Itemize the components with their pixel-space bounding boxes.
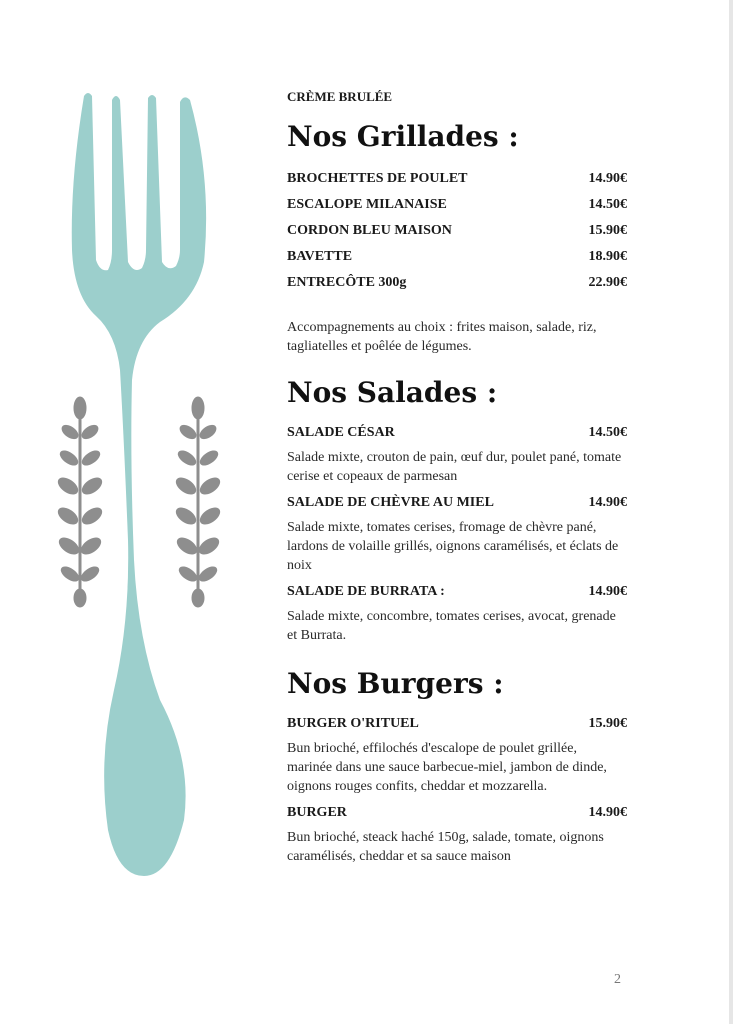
- item-name: ENTRECÔTE 300g: [287, 275, 407, 290]
- item-name: SALADE CÉSAR: [287, 425, 395, 440]
- item-price: 14.90€: [588, 584, 627, 599]
- item-price: 14.50€: [588, 197, 627, 212]
- page-number: 2: [614, 972, 621, 987]
- item-price: 22.90€: [588, 275, 627, 290]
- item-price: 14.90€: [588, 171, 627, 186]
- section-grillades: [287, 118, 627, 356]
- item-price: 14.50€: [588, 425, 627, 440]
- item-price: 14.90€: [588, 495, 627, 510]
- accompaniments-note: Accompagnements au choix : frites maison, salade, riz, tagliatelles et poêlée de légumes.: [287, 320, 597, 354]
- item-price: 18.90€: [588, 249, 627, 264]
- section-title: Nos Grillades :: [287, 120, 519, 153]
- menu-item: [287, 218, 627, 244]
- item-description: Salade mixte, tomates cerises, fromage de chèvre pané, lardons de volaille grillés, oignons caramélisés, et éclats de noix: [287, 520, 619, 573]
- item-description: Salade mixte, crouton de pain, œuf dur, poulet pané, tomate cerise et copeaux de parmesan: [287, 450, 622, 484]
- menu-item: [287, 581, 627, 603]
- menu-item: [287, 166, 627, 192]
- page-edge: [729, 0, 733, 1024]
- item-description: Bun brioché, steack haché 150g, salade, tomate, oignons caramélisés, cheddar et sa sauce maison: [287, 830, 604, 864]
- menu-item: [287, 192, 627, 218]
- intro-item: CRÈME BRULÉE: [287, 89, 393, 104]
- leaf-branch-icon: [174, 397, 223, 607]
- item-name: BURGER O'RITUEL: [287, 716, 419, 731]
- item-name: BURGER: [287, 805, 347, 820]
- menu-item: [287, 713, 627, 735]
- item-name: ESCALOPE MILANAISE: [287, 197, 447, 212]
- item-price: 15.90€: [588, 716, 627, 731]
- section-burgers: [287, 665, 627, 866]
- menu-item: [287, 244, 627, 270]
- section-title: Nos Burgers :: [287, 667, 504, 700]
- menu-item: [287, 492, 627, 514]
- item-name: BROCHETTES DE POULET: [287, 171, 468, 186]
- section-title: Nos Salades :: [287, 376, 498, 409]
- item-name: CORDON BLEU MAISON: [287, 223, 452, 238]
- leaf-branch-icon: [56, 397, 105, 607]
- item-name: SALADE DE CHÈVRE AU MIEL: [287, 495, 494, 510]
- menu-content: [287, 88, 627, 872]
- item-name: BAVETTE: [287, 249, 353, 264]
- menu-item: [287, 802, 627, 824]
- section-salades: [287, 374, 627, 645]
- item-name: SALADE DE BURRATA :: [287, 584, 445, 599]
- menu-item: [287, 422, 627, 444]
- item-price: 15.90€: [588, 223, 627, 238]
- menu-item: [287, 270, 627, 296]
- item-price: 14.90€: [588, 805, 627, 820]
- item-description: Bun brioché, effilochés d'escalope de poulet grillée, marinée dans une sauce barbecue-miel, jambon de dinde, oignons rouges confits, cheddar et mozzarella.: [287, 741, 607, 794]
- item-description: Salade mixte, concombre, tomates cerises, avocat, grenade et Burrata.: [287, 609, 616, 643]
- decoration-art: [0, 0, 280, 900]
